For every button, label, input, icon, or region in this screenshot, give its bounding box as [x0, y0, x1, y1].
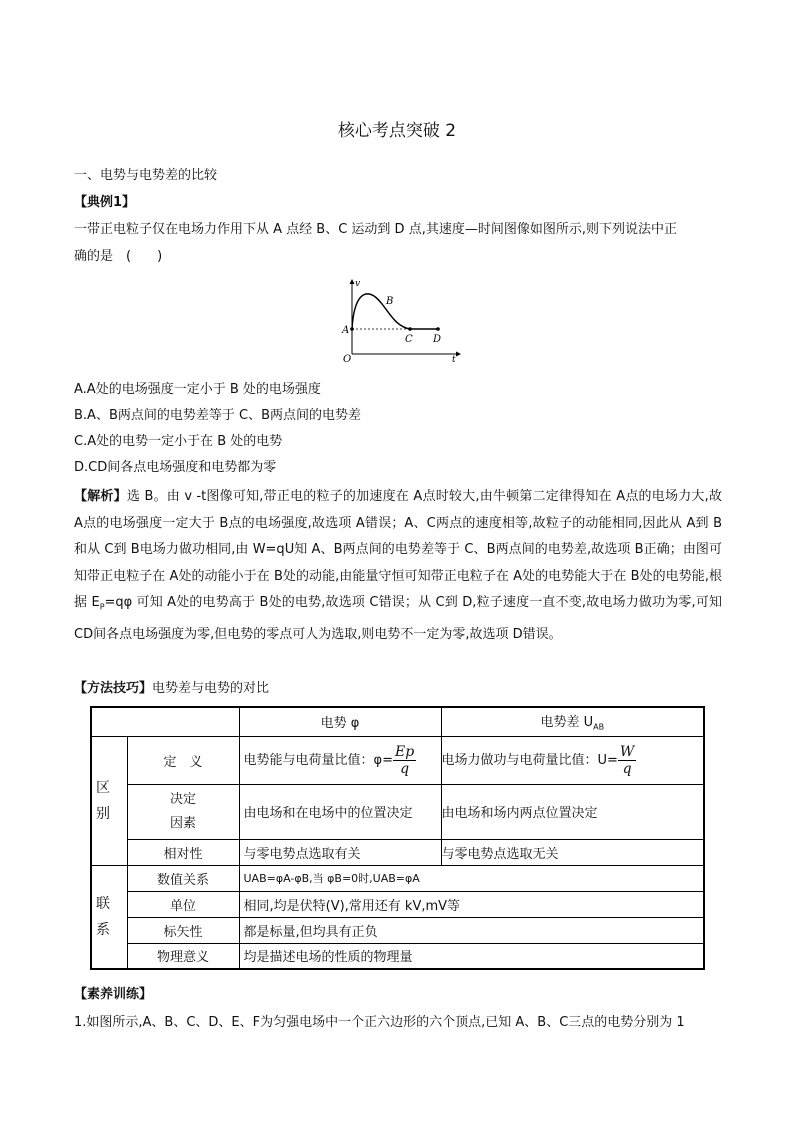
table-row-vector	[91, 917, 704, 943]
label-physical: 物理意义	[127, 943, 239, 969]
label-A: A	[342, 325, 350, 336]
analysis-text-2: =qφ 可知 A处的电势高于 B处的电势,故选项 C错误；从 C到 D,粒子速度一直不变,故电场力做功为零,可知CD间各点电场强度为零,但电势的零点可人为选取,则电势不一定为零,故选项 D错误。	[74, 595, 722, 642]
definition-potential-text: 电势能与电荷量比值：φ=	[243, 752, 393, 768]
numeric-relation: UAB=φA-φB,当 φB=0时,UAB=φA	[239, 865, 704, 891]
group-diff-char-1: 区	[96, 779, 110, 796]
group-difference-label	[91, 736, 127, 865]
vector-text: 都是标量,但均具有正负	[239, 917, 704, 943]
comparison-table	[90, 706, 705, 970]
label-D: D	[433, 334, 442, 345]
method-title: 电势差与电势的对比	[152, 681, 270, 696]
option-b: B.A、B两点间的电势差等于 C、B两点间的电势差	[74, 408, 361, 423]
page-title: 核心考点突破 2	[337, 121, 457, 141]
point-D	[436, 327, 440, 331]
fraction-q1: q	[400, 760, 410, 777]
label-vector: 标矢性	[127, 917, 239, 943]
table-corner-cell	[91, 707, 239, 736]
label-unit: 单位	[127, 891, 239, 917]
example-tag: 【典例1】	[74, 195, 136, 210]
header-u-text: 电势差 U	[540, 715, 594, 731]
fraction-ep: Ep	[394, 743, 415, 760]
physical-text: 均是描述电场的性质的物理量	[239, 943, 704, 969]
fraction-q2: q	[622, 760, 632, 777]
label-numeric: 数值关系	[127, 865, 239, 891]
group-link-char-1: 联	[96, 895, 110, 912]
factor-potential: 由电场和在电场中的位置决定	[239, 784, 441, 839]
label-factor	[127, 784, 239, 839]
definition-u-text: 电场力做功与电荷量比值：U=	[441, 752, 618, 768]
option-a: A.A处的电场强度一定小于 B 处的电场强度	[74, 382, 321, 397]
group-link-label	[91, 865, 127, 969]
analysis-text-1: 选 B。由 v -t图像可知,带正电的粒子的加速度在 A点时较大,由牛顿第二定律得知在 A点的电场力大,故 A点的电场强度一定大于 B点的电场强度,故选项 A错误；A、C两点的速度相等,故粒子的动能相同,因此从 A到 B和从 C到 B电场力做功相同,由 W=qU知 A、B两点间的电势差等于 C、B两点间的电势差,故选项 B正确；由图可知带正电粒子在 A处的动能小于在 B处的动能,由能量守恒可知带正电粒子在 A处的电势能大于在 B处的电势能,根据 E	[74, 489, 722, 611]
question-1-line: 1.如图所示,A、B、C、D、E、F为匀强电场中一个正六边形的六个顶点,已知 A、B、C三点的电势分别为 1	[74, 1015, 685, 1030]
label-relativity: 相对性	[127, 839, 239, 865]
factor-potential-difference: 由电场和场内两点位置决定	[441, 784, 704, 839]
v-axis-arrow	[350, 279, 355, 284]
table-row-unit	[91, 891, 704, 917]
point-A	[350, 327, 354, 331]
question-line-1: 一带正电粒子仅在电场力作用下从 A 点经 B、C 运动到 D 点,其速度—时间图像如图所示,则下列说法中正	[74, 222, 677, 237]
definition-potential-difference	[441, 736, 704, 784]
analysis-subscript: P	[99, 602, 105, 612]
table-row-relativity	[91, 839, 704, 865]
table-row-factor	[91, 784, 704, 839]
fraction-w: W	[619, 743, 635, 760]
point-C	[408, 327, 412, 331]
table-row-numeric	[91, 865, 704, 891]
group-link-char-2: 系	[96, 921, 110, 938]
velocity-curve	[352, 294, 438, 329]
label-factor-2: 因素	[169, 815, 196, 831]
option-d: D.CD间各点电场强度和电势都为零	[74, 460, 277, 475]
header-potential: 电势 φ	[239, 707, 441, 736]
label-definition: 定 义	[127, 736, 239, 784]
unit-text: 相同,均是伏特(V),常用还有 kV,mV等	[239, 891, 704, 917]
fraction-w-q	[618, 744, 636, 777]
option-c: C.A处的电势一定小于在 B 处的电势	[74, 434, 283, 449]
t-axis-arrow	[456, 352, 461, 357]
axis-t-label: t	[452, 355, 456, 365]
fraction-ep-q	[393, 744, 416, 777]
analysis-tag: 【解析】	[74, 489, 127, 504]
training-tag: 【素养训练】	[74, 987, 153, 1002]
velocity-time-graph	[334, 276, 464, 366]
definition-potential	[239, 736, 441, 784]
label-B: B	[386, 296, 394, 307]
label-C: C	[405, 334, 413, 345]
group-diff-char-2: 别	[96, 805, 110, 822]
analysis-paragraph	[74, 484, 722, 648]
question-line-2: 确的是 ( )	[74, 249, 163, 264]
header-u-sub: AB	[593, 723, 605, 733]
label-factor-1: 决定	[169, 791, 196, 807]
origin-label: O	[343, 354, 352, 365]
table-row-physical	[91, 943, 704, 969]
table-header-row	[91, 707, 704, 736]
method-tag: 【方法技巧】	[74, 681, 153, 696]
method-heading	[74, 679, 269, 699]
header-potential-difference	[441, 707, 704, 736]
relativity-potential: 与零电势点选取有关	[239, 839, 441, 865]
relativity-potential-difference: 与零电势点选取无关	[441, 839, 704, 865]
table-row-definition	[91, 736, 704, 784]
section-heading: 一、电势与电势差的比较	[74, 168, 218, 183]
axis-v-label: v	[355, 279, 361, 289]
